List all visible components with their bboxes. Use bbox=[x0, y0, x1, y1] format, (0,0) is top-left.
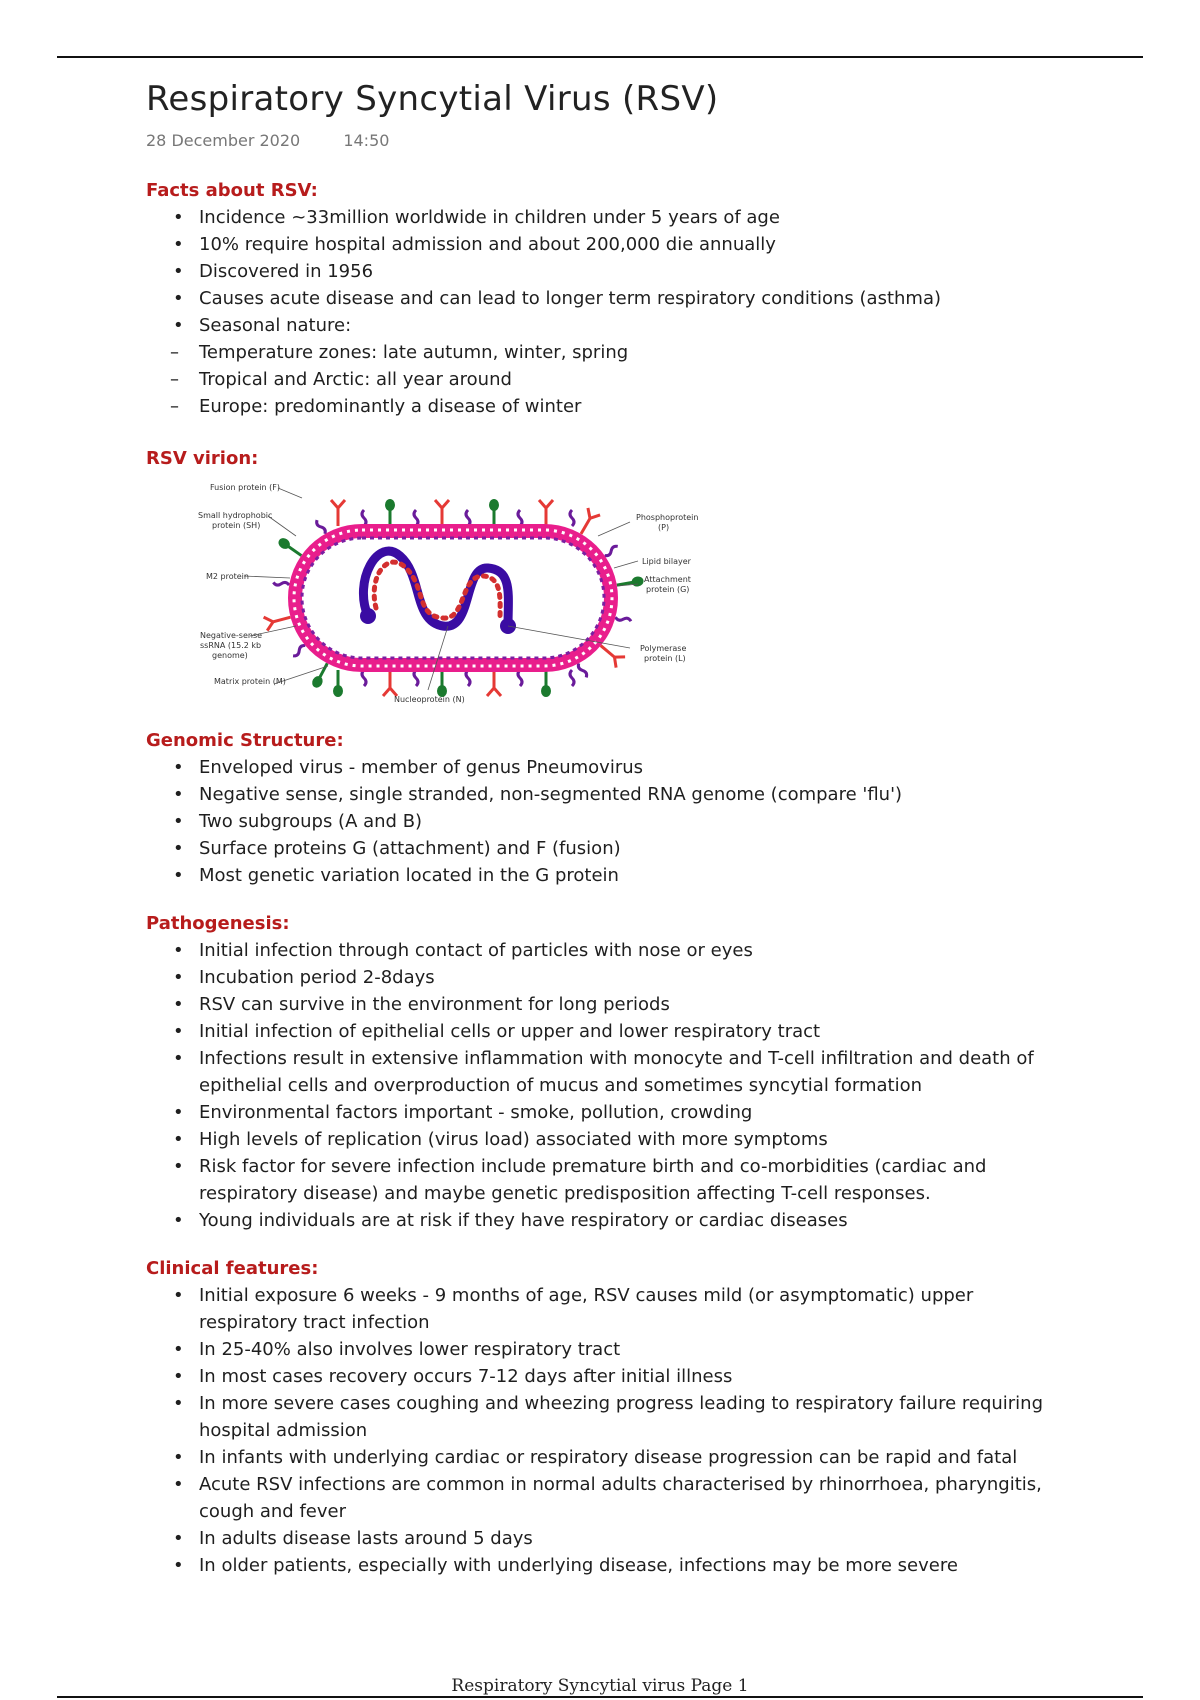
genomic-section bbox=[146, 728, 1076, 889]
facts-list bbox=[146, 204, 1076, 420]
note-timestamp bbox=[146, 130, 1076, 152]
list-item: • In most cases recovery occurs 7-12 days after initial illness bbox=[146, 1363, 1076, 1390]
attachment-spike bbox=[385, 499, 395, 526]
list-item: • Two subgroups (A and B) bbox=[146, 808, 1076, 835]
list-item: • Enveloped virus - member of genus Pneumovirus bbox=[146, 754, 1076, 781]
list-item: • Acute RSV infections are common in normal adults characterised by rhinorrhoea, pharyngitis, cough and fever bbox=[146, 1471, 1076, 1525]
list-item: • High levels of replication (virus load) associated with more symptoms bbox=[146, 1126, 1076, 1153]
sh-spike bbox=[466, 670, 470, 686]
sub-list-item: – Tropical and Arctic: all year around bbox=[146, 366, 1076, 393]
virion-svg bbox=[178, 476, 738, 726]
polymerase-complex bbox=[360, 608, 376, 624]
pathogenesis-section bbox=[146, 911, 1076, 1234]
top-rule bbox=[57, 56, 1143, 58]
attachment-spike bbox=[437, 670, 447, 697]
pathogenesis-heading: Pathogenesis: bbox=[146, 913, 290, 934]
sh-spike bbox=[466, 510, 470, 526]
sh-spike bbox=[315, 519, 326, 535]
sh-spike bbox=[414, 510, 418, 526]
label-negative-sense: Negative-sense bbox=[200, 631, 263, 640]
list-item: • In infants with underlying cardiac or respiratory disease progression can be rapid and fatal bbox=[146, 1444, 1076, 1471]
rsv-virion-diagram bbox=[178, 476, 738, 726]
sh-spike bbox=[362, 510, 366, 526]
clinical-list bbox=[146, 1282, 1076, 1579]
sh-spike bbox=[518, 510, 522, 526]
virion-section bbox=[146, 446, 1076, 726]
sub-list-item: – Europe: predominantly a disease of winter bbox=[146, 393, 1076, 420]
facts-section bbox=[146, 178, 1076, 420]
note-page bbox=[146, 76, 1076, 1579]
attachment-spike bbox=[276, 536, 304, 560]
list-item: • Seasonal nature: bbox=[146, 312, 1076, 339]
label-m2-protein: M2 protein bbox=[206, 572, 249, 581]
list-item: • Causes acute disease and can lead to longer term respiratory conditions (asthma) bbox=[146, 285, 1076, 312]
bottom-rule bbox=[57, 1696, 1143, 1698]
list-item: • Initial infection through contact of particles with nose or eyes bbox=[146, 937, 1076, 964]
list-item: • Young individuals are at risk if they have respiratory or cardiac diseases bbox=[146, 1207, 1076, 1234]
label-fusion-protein: Fusion protein (F) bbox=[210, 483, 280, 492]
label-sh-protein-2: protein (SH) bbox=[212, 521, 261, 530]
label-phosphoprotein: Phosphoprotein bbox=[636, 513, 699, 522]
sh-spike bbox=[570, 510, 574, 526]
label-genome: genome) bbox=[212, 651, 248, 660]
list-item: • Incubation period 2-8days bbox=[146, 964, 1076, 991]
fusion-spike bbox=[331, 500, 345, 526]
label-ssrna: ssRNA (15.2 kb bbox=[200, 641, 262, 650]
list-item: • 10% require hospital admission and about 200,000 die annually bbox=[146, 231, 1076, 258]
label-lipid-bilayer: Lipid bilayer bbox=[642, 557, 691, 566]
sh-spike bbox=[414, 670, 418, 686]
list-item: • Surface proteins G (attachment) and F (fusion) bbox=[146, 835, 1076, 862]
list-item: • Infections result in extensive inflammation with monocyte and T-cell infiltration and death of epithelial cells and overproduction of mucus and sometimes syncytial formation bbox=[146, 1045, 1076, 1099]
sh-spike bbox=[615, 615, 631, 623]
sh-spike bbox=[518, 670, 522, 686]
page-footer: Respiratory Syncytial virus Page 1 bbox=[451, 1676, 749, 1696]
attachment-spike bbox=[489, 499, 499, 526]
note-time: 14:50 bbox=[343, 131, 390, 150]
sh-spike bbox=[362, 670, 366, 686]
label-attachment-protein-2: protein (G) bbox=[646, 585, 690, 594]
label-matrix-protein: Matrix protein (M) bbox=[214, 677, 286, 686]
genomic-list bbox=[146, 754, 1076, 889]
sh-spike bbox=[570, 670, 574, 686]
list-item: • Risk factor for severe infection include premature birth and co-morbidities (cardiac and respiratory disease) and maybe genetic predisposition affecting T-cell responses. bbox=[146, 1153, 1076, 1207]
list-item: • Incidence ~33million worldwide in children under 5 years of age bbox=[146, 204, 1076, 231]
label-sh-protein: Small hydrophobic bbox=[198, 511, 273, 520]
note-date: 28 December 2020 bbox=[146, 131, 301, 150]
clinical-heading: Clinical features: bbox=[146, 1258, 319, 1279]
list-item: • In 25-40% also involves lower respiratory tract bbox=[146, 1336, 1076, 1363]
fusion-spike bbox=[539, 500, 553, 526]
sh-spike bbox=[603, 545, 618, 557]
list-item: • RSV can survive in the environment for long periods bbox=[146, 991, 1076, 1018]
list-item: • Initial infection of epithelial cells or upper and lower respiratory tract bbox=[146, 1018, 1076, 1045]
clinical-section bbox=[146, 1256, 1076, 1579]
sh-spike bbox=[577, 662, 588, 678]
pathogenesis-list bbox=[146, 937, 1076, 1234]
list-item: • In older patients, especially with underlying disease, infections may be more severe bbox=[146, 1552, 1076, 1579]
attachment-spike bbox=[541, 670, 551, 697]
list-item: • In more severe cases coughing and wheezing progress leading to respiratory failure requiring hospital admission bbox=[146, 1390, 1076, 1444]
list-item: • Environmental factors important - smoke, pollution, crowding bbox=[146, 1099, 1076, 1126]
label-polymerase: Polymerase bbox=[640, 644, 687, 653]
virion-heading: RSV virion: bbox=[146, 448, 259, 469]
fusion-spike bbox=[383, 670, 397, 696]
list-item: • Negative sense, single stranded, non-segmented RNA genome (compare 'flu') bbox=[146, 781, 1076, 808]
attachment-spike bbox=[333, 670, 343, 697]
sub-list-item: – Temperature zones: late autumn, winter, spring bbox=[146, 339, 1076, 366]
label-nucleoprotein: Nucleoprotein (N) bbox=[394, 695, 465, 704]
page-title: Respiratory Syncytial Virus (RSV) bbox=[146, 79, 719, 119]
list-item: • Initial exposure 6 weeks - 9 months of age, RSV causes mild (or asymptomatic) upper respiratory tract infection bbox=[146, 1282, 1076, 1336]
genomic-heading: Genomic Structure: bbox=[146, 730, 344, 751]
list-item: • Discovered in 1956 bbox=[146, 258, 1076, 285]
attachment-spike bbox=[616, 576, 644, 591]
matrix-layer bbox=[302, 538, 604, 658]
facts-heading: Facts about RSV: bbox=[146, 180, 318, 201]
label-polymerase-2: protein (L) bbox=[644, 654, 686, 663]
sh-spike bbox=[273, 580, 289, 587]
fusion-spike bbox=[487, 670, 501, 696]
label-attachment-protein: Attachment bbox=[644, 575, 691, 584]
list-item: • Most genetic variation located in the G protein bbox=[146, 862, 1076, 889]
sh-spike bbox=[292, 644, 307, 657]
list-item: • In adults disease lasts around 5 days bbox=[146, 1525, 1076, 1552]
label-phosphoprotein-2: (P) bbox=[658, 523, 670, 532]
attachment-spike bbox=[310, 661, 332, 690]
fusion-spike bbox=[435, 500, 449, 526]
